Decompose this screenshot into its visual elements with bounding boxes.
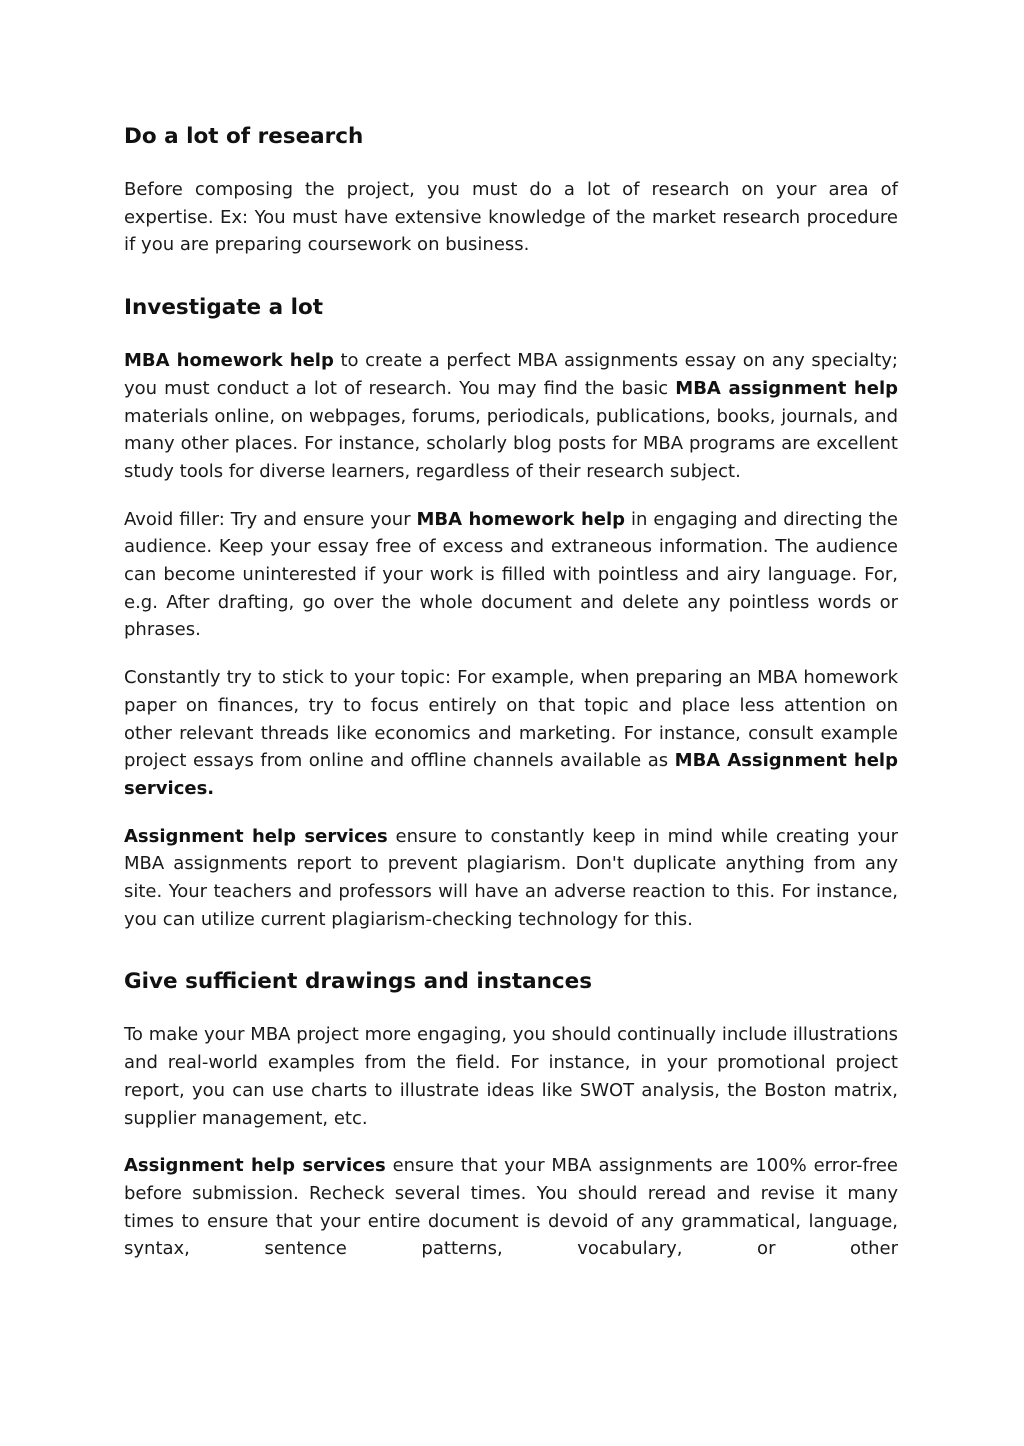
text-run: To make your MBA project more engaging, you should continually include illustrations and real-world examples from the field. For instance, in your promotional project report, you can use charts to illustrate ideas like SWOT analysis, the Boston matrix, supplier management, etc. [124, 1024, 898, 1129]
text-run: to create a perfect MBA assignments essay on any specialty; you must conduct a lot of research. You may find the basic [124, 350, 898, 399]
bold-text-run: Assignment help services [124, 825, 388, 847]
text-run: ensure to constantly keep in mind while creating your MBA assignments report to prevent plagiarism. Don't duplicate anything from any site. Your teachers and professors will have an adverse reaction to this. For instance, you can utilize current plagiarism-checking technology for this. [124, 825, 899, 930]
bold-text-run: MBA homework help [416, 508, 626, 530]
section-heading: Investigate a lot [124, 295, 324, 321]
paragraph [124, 347, 898, 486]
document-page [124, 120, 898, 1263]
text-run: Avoid filler: Try and ensure your [124, 508, 417, 530]
text-run: materials online, on webpages, forums, periodicals, publications, books, journals, and many other places. For instance, scholarly blog posts for MBA programs are excellent study tools for diverse learners, regardless of their research subject. [124, 405, 898, 482]
text-run: Constantly try to stick to your topic: For example, when preparing an MBA homework paper on finances, try to focus entirely on that topic and place less attention on other relevant threads like economics and marketing. For instance, consult example project essays from online and offline channels available as [124, 667, 898, 772]
text-run: in engaging and directing the audience. Keep your essay free of excess and extraneous information. The audience can become uninterested if your work is filled with pointless and airy language. For, e.g. After drafting, go over the whole document and delete any pointless words or phrases. [124, 508, 898, 641]
bold-text-run: Assignment help services [124, 1155, 386, 1177]
text-run: ensure that your MBA assignments are 100% error-free before submission. Recheck several times. You should reread and revise it many times to ensure that your entire document is devoid of any grammatical, language, syntax, sentence patterns, vocabulary, or other [124, 1155, 898, 1260]
text-run: Before composing the project, you must do a lot of research on your area of expertise. Ex: You must have extensive knowledge of the market research procedure if you are preparing coursework on business. [124, 179, 898, 256]
bold-text-run: MBA assignment help [675, 377, 899, 399]
paragraph [124, 1021, 898, 1132]
paragraph [124, 1152, 898, 1263]
section-heading: Do a lot of research [124, 124, 364, 149]
bold-text-run: MBA homework help [124, 350, 334, 372]
paragraph [124, 823, 898, 934]
paragraph [124, 506, 898, 645]
section-heading: Give sufficient drawings and instances [124, 969, 593, 995]
paragraph [124, 176, 898, 259]
paragraph [124, 664, 898, 803]
bold-text-run: MBA Assignment help services. [124, 750, 898, 799]
